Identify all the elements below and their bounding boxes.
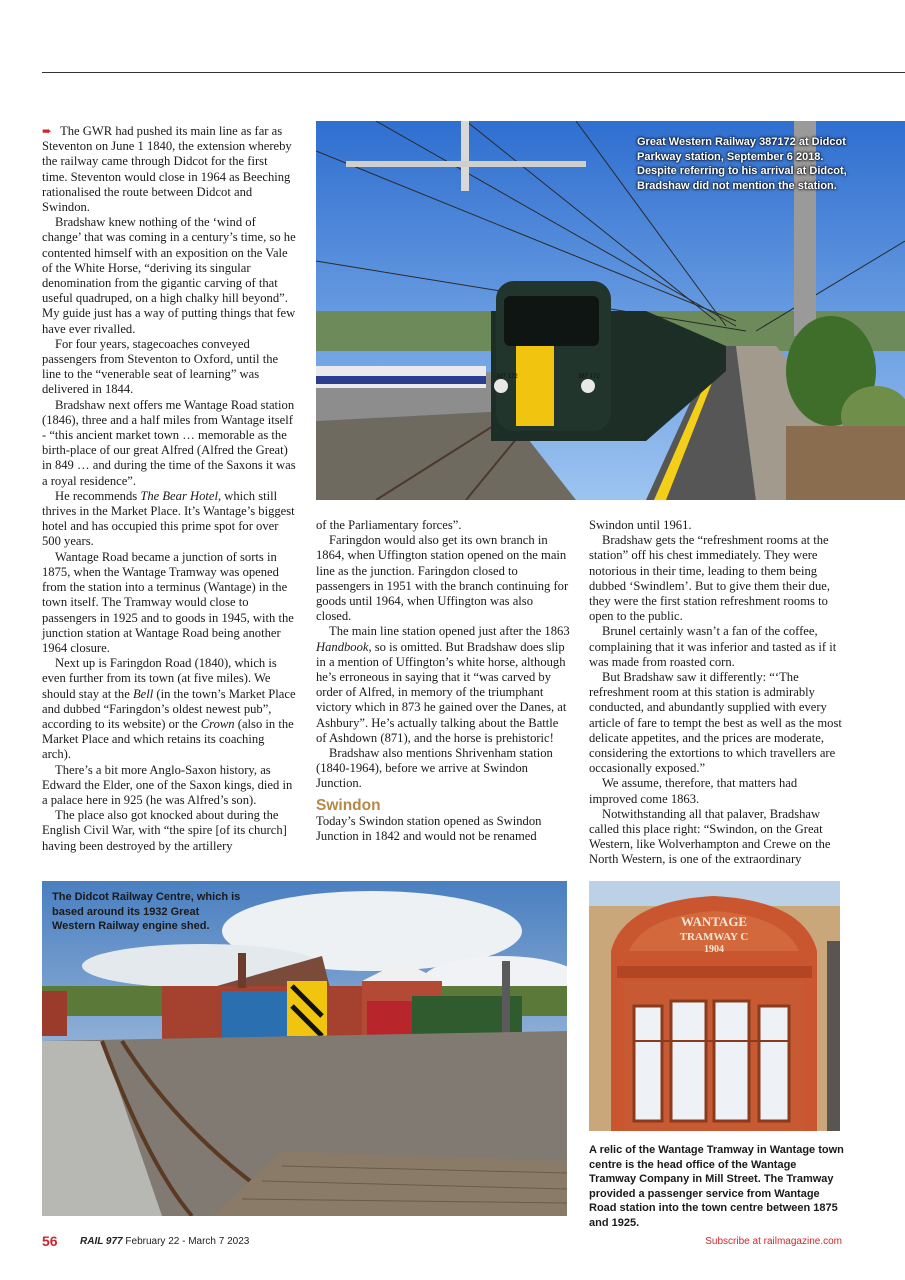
paragraph: Faringdon would also get its own branch in 1864, when Uffington station opened on the main line as the junction. Faringdon closed to passengers in 1951 with the branch continuing for goods until 1964, when Uffington was also closed.	[316, 533, 569, 624]
paragraph: ➨ The GWR had pushed its main line as far as Steventon on June 1 1840, the extension whereby the railway came through Didcot for the first time. Steventon would close in 1964 as Beeching rationalised the route between Didcot and Swindon.	[42, 124, 292, 215]
paragraph: Bradshaw also mentions Shrivenham station (1840-1964), before we arrive at Swindon Junction.	[316, 746, 553, 791]
paragraph: But Bradshaw saw it differently: “‘The refreshment room at this station is admirably conducted, and abundantly supplied with every article of fare to tempt the best as well as the most delicate appetites, and the prices are moderate, considering the extortions to which travellers are occasionally exposed.”	[589, 670, 842, 776]
paragraph: Bradshaw next offers me Wantage Road station (1846), three and a half miles from Wantage itself - “this ancient market town … memorable as the birth-place of our great Alfred (Alfred the Great) in 849 … and during the time of the Saxons it was a royal residence”.	[42, 397, 296, 488]
paragraph: Brunel certainly wasn’t a fan of the coffee, complaining that it was inferior and tasted as if it was made from roasted corn.	[589, 624, 837, 669]
paragraph: Bradshaw gets the “refreshment rooms at the station” off his chest immediately. They were notorious in their time, leading to them being dubbed ‘Swindlem’. But to give them their due, they were the first station refreshment rooms to open to the public.	[589, 533, 830, 624]
paragraph: Bradshaw knew nothing of the ‘wind of change’ that was coming in a century’s time, so he contented himself with an exposition on the Vale of the White Horse, “deriving its singular denomination from the gigantic carving of that useful quadruped, on a high chalky hill beyond”. My guide just has a way of putting things that few have ever rivalled.	[42, 215, 296, 336]
paragraph: Next up is Faringdon Road (1840), which is even further from its town (at five miles). We should stay at the Bell (in the town’s Market Place and dubbed “Faringdon’s oldest newest pub”, according to its website) or the Crown (also in the Market Place and which retains its coaching arch).	[42, 656, 296, 762]
paragraph: For four years, stagecoaches conveyed passengers from Steventon to Oxford, until the line to the “venerable seat of learning” was delivered in 1844.	[42, 336, 279, 397]
sign-line-2: TRAMWAY C	[679, 931, 749, 943]
paragraph: Swindon until 1961.	[589, 518, 692, 532]
section-heading: Swindon	[316, 796, 381, 814]
continuation-arrow-icon: ➨	[42, 124, 53, 138]
subscribe-link[interactable]: Subscribe at railmagazine.com	[705, 1236, 842, 1247]
paragraph: of the Parliamentary forces”.	[316, 518, 462, 532]
article-column-2	[316, 518, 570, 844]
didcot-photo-caption: The Didcot Railway Centre, which is based around its 1932 Great Western Railway engine shed.	[52, 891, 241, 932]
issue-dates: February 22 - March 7 2023	[125, 1236, 250, 1247]
paragraph: There’s a bit more Anglo-Saxon history, as Edward the Elder, one of the Saxon kings, died in a palace here in 925 (he was Alfred’s son).	[42, 762, 293, 807]
article-column-1	[42, 124, 296, 854]
wantage-tramway-photo	[589, 881, 840, 1131]
page-number: 56	[42, 1233, 58, 1249]
article-column-3	[589, 518, 843, 868]
tramway-photo-caption: A relic of the Wantage Tramway in Wantage town centre is the head office of the Wantage Tramway Company in Mill Street. The Tramway provided a passenger service from Wantage Road station into the town centre between 1875 and 1925.	[589, 1144, 844, 1229]
sign-line-3: 1904	[704, 944, 724, 955]
paragraph: He recommends The Bear Hotel, which still thrives in the Market Place. It’s Wantage’s biggest hotel and has occupied this prime spot for over 500 years.	[42, 488, 295, 549]
paragraph: Wantage Road became a junction of sorts in 1875, when the Wantage Tramway was opened from the station into a terminus (Wantage) in the town itself. The Tramway would close to passengers in 1925 and to goods in 1945, with the junction station at Wantage Road being another 1964 closure.	[42, 549, 294, 655]
issue-info	[80, 1236, 249, 1247]
sign-line-1: WANTAGE	[680, 914, 748, 929]
magazine-name: RAIL 977	[80, 1236, 123, 1247]
paragraph: We assume, therefore, that matters had improved come 1863.	[589, 776, 798, 806]
header-rule	[42, 72, 905, 73]
paragraph: The main line station opened just after the 1863 Handbook, so is omitted. But Bradshaw does slip in a mention of Uffington’s white horse, although he’s erroneous in saying that it “was carved by order of Alfred, in memory of the triumphant victory which in 873 he gained over the Danes, at Ashbury”. He’s actually talking about the Battle of Ashdown (871), and the horse is prehistoric!	[316, 624, 570, 745]
paragraph: Today’s Swindon station opened as Swindon Junction in 1842 and would not be renamed	[316, 813, 542, 844]
paragraph: Notwithstanding all that palaver, Bradshaw called this place right: “Swindon, on the Great Western, like Wolverhampton and Crewe on the North Western, is one of the extraordinary	[589, 806, 831, 867]
paragraph: The place also got knocked about during the English Civil War, with “the spire [of its church] having been destroyed by the artillery	[42, 808, 287, 853]
train-photo-caption: Great Western Railway 387172 at Didcot Parkway station, September 6 2018. Despite referring to his arrival at Didcot, Bradshaw did not mention the station.	[637, 136, 847, 192]
train-number-left: 387 172	[496, 374, 518, 380]
train-number-right: 387 172	[578, 374, 600, 380]
